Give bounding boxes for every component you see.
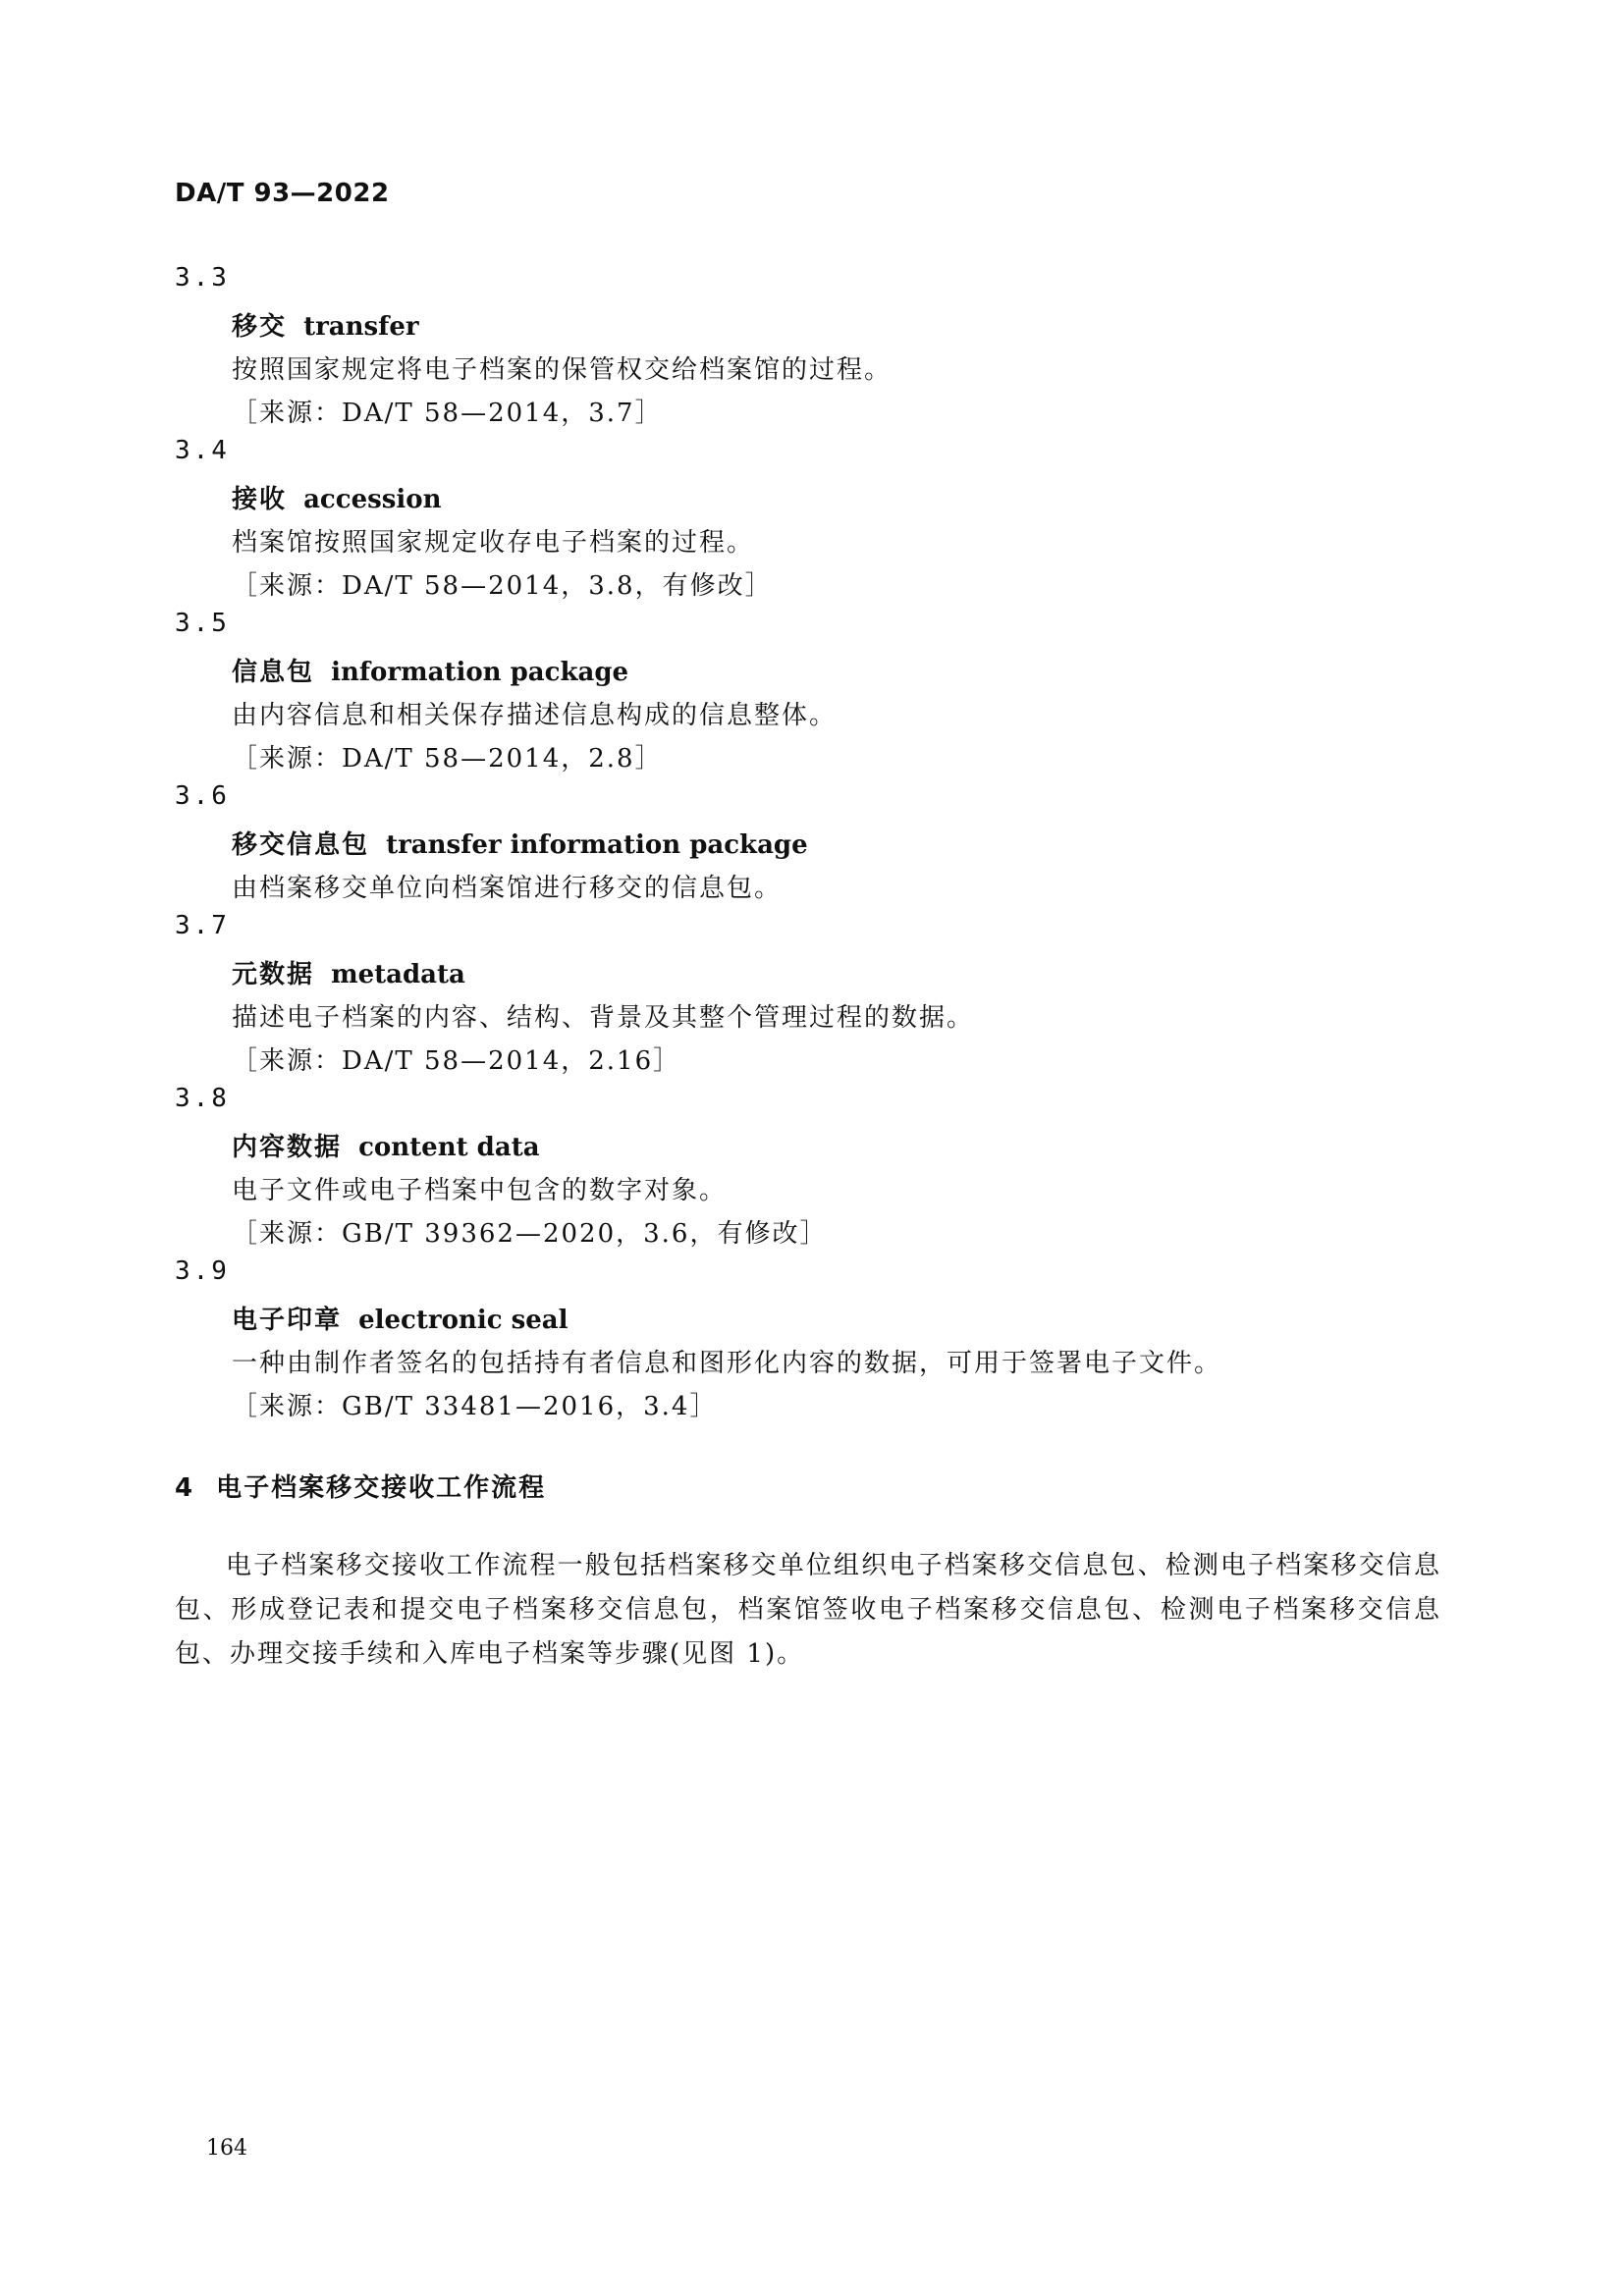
term-title — [232, 825, 808, 861]
term-title-chinese: 移交 — [232, 312, 288, 342]
term-number: 3.4 — [175, 436, 230, 465]
term-title-chinese: 信息包 — [232, 658, 315, 687]
term-title-chinese: 电子印章 — [232, 1306, 343, 1335]
term-definition: 一种由制作者签名的包括持有者信息和图形化内容的数据，可用于签署电子文件。 — [232, 1349, 1222, 1378]
term-definition: 档案馆按照国家规定收存电子档案的过程。 — [232, 528, 755, 558]
term-title-chinese: 内容数据 — [232, 1133, 343, 1162]
section-number: 4 — [175, 1473, 195, 1503]
term-definition: 电子文件或电子档案中包含的数字对象。 — [232, 1176, 728, 1205]
section-paragraph: 电子档案移交接收工作流程一般包括档案移交单位组织电子档案移交信息包、检测电子档案移交信息包、形成登记表和提交电子档案移交信息包，档案馆签收电子档案移交信息包、检测电子档案移交信息包、办理交接手续和入库电子档案等步骤(见图 1)。 — [175, 1551, 1441, 1669]
term-title — [232, 954, 465, 990]
term-title — [232, 1300, 568, 1336]
term-source: ［来源：DA/T 58—2014，3.7］ — [232, 399, 663, 428]
term-definition: 由档案移交单位向档案馆进行移交的信息包。 — [232, 874, 783, 903]
term-number: 3.8 — [175, 1084, 230, 1113]
term-number: 3.6 — [175, 781, 230, 811]
term-title-english: information package — [331, 658, 629, 687]
term-title-english: electronic seal — [358, 1306, 568, 1335]
term-source: ［来源：DA/T 58—2014，3.8，有修改］ — [232, 571, 773, 601]
term-title-english: transfer — [303, 312, 419, 342]
term-title — [232, 479, 442, 515]
term-number: 3.5 — [175, 609, 230, 638]
section-heading — [175, 1468, 546, 1504]
term-definition: 描述电子档案的内容、结构、背景及其整个管理过程的数据。 — [232, 1003, 975, 1033]
term-title-english: metadata — [331, 960, 465, 989]
term-title-english: transfer information package — [386, 830, 808, 860]
term-source: ［来源：DA/T 58—2014，2.8］ — [232, 744, 663, 774]
term-number: 3.3 — [175, 263, 230, 293]
term-title-chinese: 移交信息包 — [232, 830, 370, 860]
term-number: 3.7 — [175, 911, 230, 940]
term-definition: 按照国家规定将电子档案的保管权交给档案馆的过程。 — [232, 355, 893, 385]
term-title-english: content data — [358, 1133, 540, 1162]
term-source: ［来源：DA/T 58—2014，2.16］ — [232, 1046, 681, 1076]
term-title — [232, 306, 419, 343]
term-title-english: accession — [303, 485, 442, 514]
section-title: 电子档案移交接收工作流程 — [216, 1473, 547, 1503]
term-source: ［来源：GB/T 33481—2016，3.4］ — [232, 1392, 718, 1421]
term-source: ［来源：GB/T 39362—2020，3.6，有修改］ — [232, 1219, 828, 1249]
term-definition: 由内容信息和相关保存描述信息构成的信息整体。 — [232, 701, 838, 730]
term-title-chinese: 元数据 — [232, 960, 315, 989]
term-title — [232, 652, 628, 688]
page-number: 164 — [206, 2136, 247, 2161]
document-code-header: DA/T 93—2022 — [175, 179, 390, 208]
term-title-chinese: 接收 — [232, 485, 288, 514]
term-title — [232, 1127, 540, 1163]
term-number: 3.9 — [175, 1256, 230, 1286]
